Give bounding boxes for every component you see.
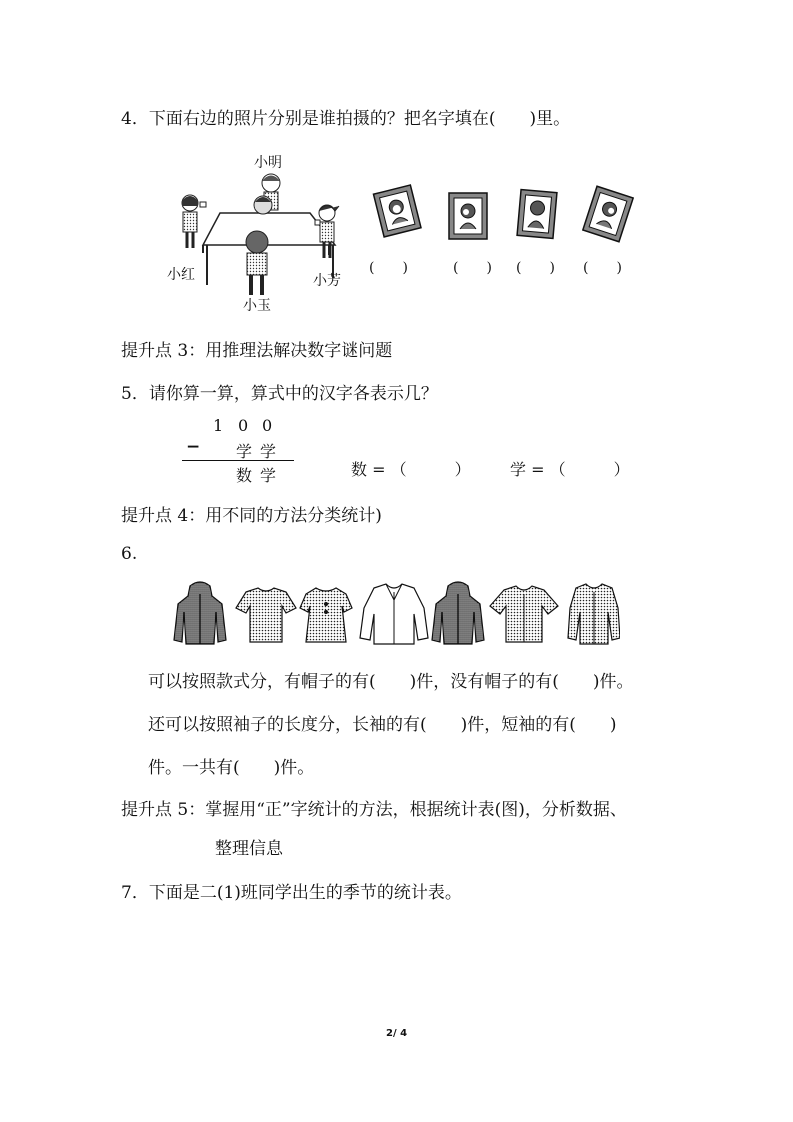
clothing-hoodie-1	[174, 582, 226, 644]
clothing-tshirt	[236, 588, 296, 642]
point-3-heading: 提升点 3：用推理法解决数字谜问题	[121, 341, 393, 361]
question-6-number: 6.	[121, 544, 138, 564]
minus-sign: −	[186, 437, 201, 457]
answer-blank-3[interactable]: ( )	[516, 260, 555, 276]
name-yu: 小玉	[243, 298, 271, 314]
photo-3	[514, 186, 560, 242]
question-4-text: 4．下面右边的照片分别是谁拍摄的？把名字填在( )里。	[121, 109, 571, 129]
subtrahend-char-1: 学	[236, 442, 253, 461]
result-char-2: 学	[260, 466, 277, 485]
result-char-1: 数	[236, 466, 253, 485]
question-5-text: 5．请你算一算，算式中的汉字各表示几？	[121, 384, 438, 404]
question-6-line-2: 还可以按照袖子的长度分，长袖的有( )件，短袖的有( )	[148, 715, 617, 735]
subtrahend-char-2: 学	[260, 442, 277, 461]
clothing-hoodie-2	[432, 582, 484, 644]
name-hong: 小红	[167, 267, 195, 283]
question-7-text: 7．下面是二(1)班同学出生的季节的统计表。	[121, 883, 462, 903]
answer-blank-1[interactable]: ( )	[369, 260, 408, 276]
point-5-heading-line-2: 整理信息	[215, 839, 283, 859]
sum-line	[182, 460, 294, 461]
page-number: 2/ 4	[386, 1028, 408, 1039]
answer-shu[interactable]: 数 = （ ）	[351, 460, 471, 479]
point-4-heading: 提升点 4：用不同的方法分类统计)	[121, 506, 382, 526]
clothing-jacket	[360, 584, 428, 644]
question-6-line-3: 件。一共有( )件。	[148, 758, 315, 778]
question-6-line-1: 可以按照款式分，有帽子的有( )件，没有帽子的有( )件。	[148, 672, 634, 692]
digit-3: 0	[262, 416, 273, 435]
photo-4	[582, 185, 634, 243]
children-table-illustration	[165, 150, 365, 315]
photo-1	[372, 183, 422, 238]
name-ming: 小明	[254, 155, 282, 171]
clothing-dress	[300, 588, 352, 642]
child-hong	[182, 195, 206, 248]
photo-2	[444, 189, 492, 243]
answer-xue[interactable]: 学 = （ ）	[510, 460, 630, 479]
point-5-heading-line-1: 提升点 5：掌握用“正”字统计的方法，根据统计表(图)，分析数据、	[121, 800, 627, 820]
clothing-long-shirt	[568, 584, 620, 644]
child-ming	[254, 174, 280, 214]
answer-blank-2[interactable]: ( )	[453, 260, 492, 276]
clothes-illustration	[168, 578, 620, 648]
child-yu	[246, 231, 268, 295]
digit-2: 0	[238, 416, 249, 435]
name-fang: 小芳	[313, 273, 341, 289]
clothing-short-shirt	[490, 586, 558, 642]
table-top	[203, 213, 335, 245]
digit-1: 1	[213, 416, 224, 435]
answer-blank-4[interactable]: ( )	[583, 260, 622, 276]
